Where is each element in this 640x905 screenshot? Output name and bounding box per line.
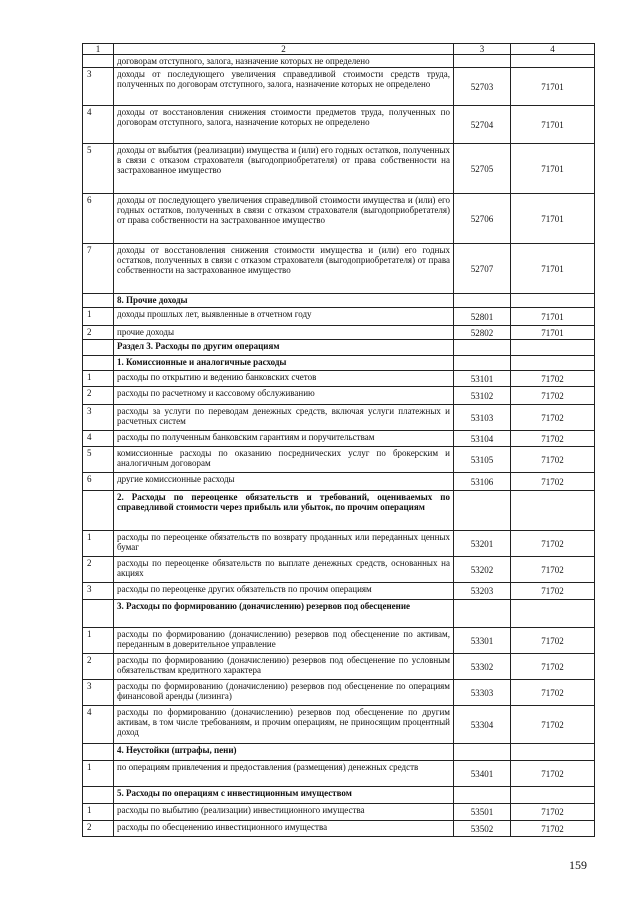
symbol-code: 71701: [511, 326, 595, 340]
row-description: расходы по формированию (доначислению) резервов под обесценение по операциям финансовой аренды (лизинга): [114, 680, 454, 706]
row-number: 2: [83, 326, 114, 340]
row-description: расходы по переоценке других обязательств по прочим операциям: [114, 583, 454, 600]
row-description: расходы по полученным банковским гарантиям и поручительствам: [114, 431, 454, 447]
symbol-code: 71701: [511, 244, 595, 294]
symbol-code-empty: [511, 491, 595, 531]
row-description: другие комиссионные расходы: [114, 473, 454, 491]
table-row: [83, 55, 595, 68]
symbol-code: 71702: [511, 371, 595, 387]
section-row: [83, 340, 595, 356]
symbol-code: 71702: [511, 706, 595, 744]
row-description: расходы по формированию (доначислению) резервов под обесценение по активам, переданным в доверительное управление: [114, 628, 454, 654]
row-number: 1: [83, 628, 114, 654]
row-number: 1: [83, 371, 114, 387]
symbol-code: 71701: [511, 144, 595, 194]
table-header-row: [83, 44, 595, 55]
symbol-code: 71701: [511, 194, 595, 244]
table-row: [83, 144, 595, 194]
table-row: [83, 194, 595, 244]
row-number: 7: [83, 244, 114, 294]
account-code: 53401: [454, 761, 511, 787]
account-code-empty: [454, 787, 511, 804]
account-code: 52705: [454, 144, 511, 194]
account-code: 53301: [454, 628, 511, 654]
account-code: 53203: [454, 583, 511, 600]
section-title: 5. Расходы по операциям с инвестиционным имуществом: [114, 787, 454, 804]
account-code: 52802: [454, 326, 511, 340]
symbol-code: 71702: [511, 583, 595, 600]
symbol-code-empty: [511, 356, 595, 371]
table-row: [83, 308, 595, 326]
account-code-empty: [454, 600, 511, 628]
row-number: 3: [83, 583, 114, 600]
row-description: доходы от последующего увеличения справедливой стоимости имущества и (или) его годных остатков, полученных в связи с отказом страхователя (выгодоприобретателя) от права собственности на застрахованное имущество: [114, 194, 454, 244]
account-code: 52703: [454, 68, 511, 106]
symbol-code: 71701: [511, 308, 595, 326]
account-code: 53502: [454, 821, 511, 837]
row-description: доходы от восстановления снижения стоимости предметов труда, полученных по договорам отступного, залога, назначение которых не определено: [114, 106, 454, 144]
section-title: 2. Расходы по переоценке обязательств и требований, оцениваемых по справедливой стоимости через прибыль или убыток, по прочим операциям: [114, 491, 454, 531]
table-row: [83, 431, 595, 447]
row-description: расходы по переоценке обязательств по возврату проданных или переданных ценных бумаг: [114, 531, 454, 557]
symbol-code: 71702: [511, 680, 595, 706]
table-row: [83, 473, 595, 491]
row-number: 4: [83, 106, 114, 144]
section-title: 1. Комиссионные и аналогичные расходы: [114, 356, 454, 371]
account-code: 53103: [454, 405, 511, 431]
table-row: [83, 106, 595, 144]
row-description: доходы от выбытия (реализации) имущества и (или) его годных остатков, полученных в связи с отказом страхователя (выгодоприобретателя) от права собственности на застрахованное имущество: [114, 144, 454, 194]
account-code-empty: [454, 55, 511, 68]
row-description: доходы прошлых лет, выявленные в отчетном году: [114, 308, 454, 326]
row-number: 2: [83, 821, 114, 837]
section-title: 8. Прочие доходы: [114, 294, 454, 308]
section-row: [83, 787, 595, 804]
page-number: 159: [569, 858, 587, 872]
header-col-2: 2: [114, 44, 454, 55]
account-code: 53106: [454, 473, 511, 491]
row-number: 3: [83, 405, 114, 431]
row-number: 1: [83, 804, 114, 821]
section-row: [83, 744, 595, 761]
symbol-code: 71702: [511, 628, 595, 654]
account-code-empty: [454, 744, 511, 761]
table-row: [83, 447, 595, 473]
table-row: [83, 326, 595, 340]
accounts-table: [82, 43, 595, 837]
row-number: 2: [83, 557, 114, 583]
section-title: 3. Расходы по формированию (доначислению) резервов под обесценение: [114, 600, 454, 628]
row-description: доходы от последующего увеличения справедливой стоимости средств труда, полученных по договорам отступного, залога, назначение которых не определено: [114, 68, 454, 106]
account-code: 53201: [454, 531, 511, 557]
row-number-empty: [83, 744, 114, 761]
account-code: 53303: [454, 680, 511, 706]
row-number: 6: [83, 194, 114, 244]
account-code: 52801: [454, 308, 511, 326]
symbol-code: 71702: [511, 447, 595, 473]
account-code: 52706: [454, 194, 511, 244]
row-number-empty: [83, 340, 114, 356]
account-code-empty: [454, 294, 511, 308]
table-row: [83, 583, 595, 600]
account-code: 53105: [454, 447, 511, 473]
row-number: 5: [83, 447, 114, 473]
symbol-code: 71702: [511, 473, 595, 491]
section-row: [83, 294, 595, 308]
table-row: [83, 68, 595, 106]
row-description: комиссионные расходы по оказанию посреднических услуг по брокерским и аналогичным договорам: [114, 447, 454, 473]
account-code: 53102: [454, 387, 511, 405]
symbol-code: 71701: [511, 68, 595, 106]
account-code: 52704: [454, 106, 511, 144]
row-number-empty: [83, 600, 114, 628]
row-number: 2: [83, 654, 114, 680]
account-code: 53104: [454, 431, 511, 447]
table-row: [83, 654, 595, 680]
row-number-empty: [83, 294, 114, 308]
table-row: [83, 244, 595, 294]
table-row: [83, 628, 595, 654]
row-number: 5: [83, 144, 114, 194]
symbol-code: 71702: [511, 405, 595, 431]
row-description-continued: договорам отступного, залога, назначение которых не определено: [114, 55, 454, 68]
row-number-empty: [83, 55, 114, 68]
table-row: [83, 387, 595, 405]
row-number: 3: [83, 68, 114, 106]
row-description: расходы по обесценению инвестиционного имущества: [114, 821, 454, 837]
table-row: [83, 680, 595, 706]
row-number: 2: [83, 387, 114, 405]
section-row: [83, 491, 595, 531]
accounts-table-body: [83, 44, 595, 837]
row-description: по операциям привлечения и предоставления (размещения) денежных средств: [114, 761, 454, 787]
section-title: 4. Неустойки (штрафы, пени): [114, 744, 454, 761]
account-code-empty: [454, 356, 511, 371]
table-row: [83, 804, 595, 821]
row-description: расходы по открытию и ведению банковских счетов: [114, 371, 454, 387]
row-description: доходы от восстановления снижения стоимости имущества и (или) его годных остатков, полученных в связи с отказом страхователя (выгодоприобретателя) от права собственности на застрахованное имущество: [114, 244, 454, 294]
symbol-code: 71702: [511, 557, 595, 583]
account-code: 53101: [454, 371, 511, 387]
table-row: [83, 371, 595, 387]
row-number-empty: [83, 787, 114, 804]
header-col-1: 1: [83, 44, 114, 55]
row-number: 1: [83, 308, 114, 326]
row-description: расходы по переоценке обязательств по выплате денежных средств, основанных на акциях: [114, 557, 454, 583]
header-col-3: 3: [454, 44, 511, 55]
section-row: [83, 356, 595, 371]
table-row: [83, 557, 595, 583]
row-description: расходы по выбытию (реализации) инвестиционного имущества: [114, 804, 454, 821]
row-description: расходы по формированию (доначислению) резервов под обесценение по другим активам, в том числе требованиям, и прочим операциям, не приносящим процентный доход: [114, 706, 454, 744]
row-number-empty: [83, 356, 114, 371]
table-row: [83, 405, 595, 431]
row-number: 3: [83, 680, 114, 706]
header-col-4: 4: [511, 44, 595, 55]
symbol-code: 71702: [511, 431, 595, 447]
row-number: 6: [83, 473, 114, 491]
symbol-code-empty: [511, 55, 595, 68]
symbol-code: 71702: [511, 821, 595, 837]
row-number: 1: [83, 531, 114, 557]
row-number-empty: [83, 491, 114, 531]
symbol-code: 71702: [511, 761, 595, 787]
symbol-code-empty: [511, 744, 595, 761]
row-description: расходы за услуги по переводам денежных средств, включая услуги платежных и расчетных систем: [114, 405, 454, 431]
symbol-code: 71702: [511, 804, 595, 821]
symbol-code: 71701: [511, 106, 595, 144]
symbol-code-empty: [511, 787, 595, 804]
account-code: 53202: [454, 557, 511, 583]
symbol-code-empty: [511, 294, 595, 308]
row-description: прочие доходы: [114, 326, 454, 340]
account-code-empty: [454, 491, 511, 531]
section-title: Раздел 3. Расходы по другим операциям: [114, 340, 454, 356]
symbol-code: 71702: [511, 654, 595, 680]
row-number: 4: [83, 431, 114, 447]
account-code: 53501: [454, 804, 511, 821]
row-number: 4: [83, 706, 114, 744]
symbol-code: 71702: [511, 531, 595, 557]
table-row: [83, 761, 595, 787]
row-number: 1: [83, 761, 114, 787]
table-row: [83, 821, 595, 837]
section-row: [83, 600, 595, 628]
account-code-empty: [454, 340, 511, 356]
account-code: 53304: [454, 706, 511, 744]
symbol-code-empty: [511, 340, 595, 356]
table-row: [83, 531, 595, 557]
table-row: [83, 706, 595, 744]
symbol-code: 71702: [511, 387, 595, 405]
account-code: 52707: [454, 244, 511, 294]
account-code: 53302: [454, 654, 511, 680]
symbol-code-empty: [511, 600, 595, 628]
row-description: расходы по формированию (доначислению) резервов под обесценение по условным обязательствам кредитного характера: [114, 654, 454, 680]
row-description: расходы по расчетному и кассовому обслуживанию: [114, 387, 454, 405]
